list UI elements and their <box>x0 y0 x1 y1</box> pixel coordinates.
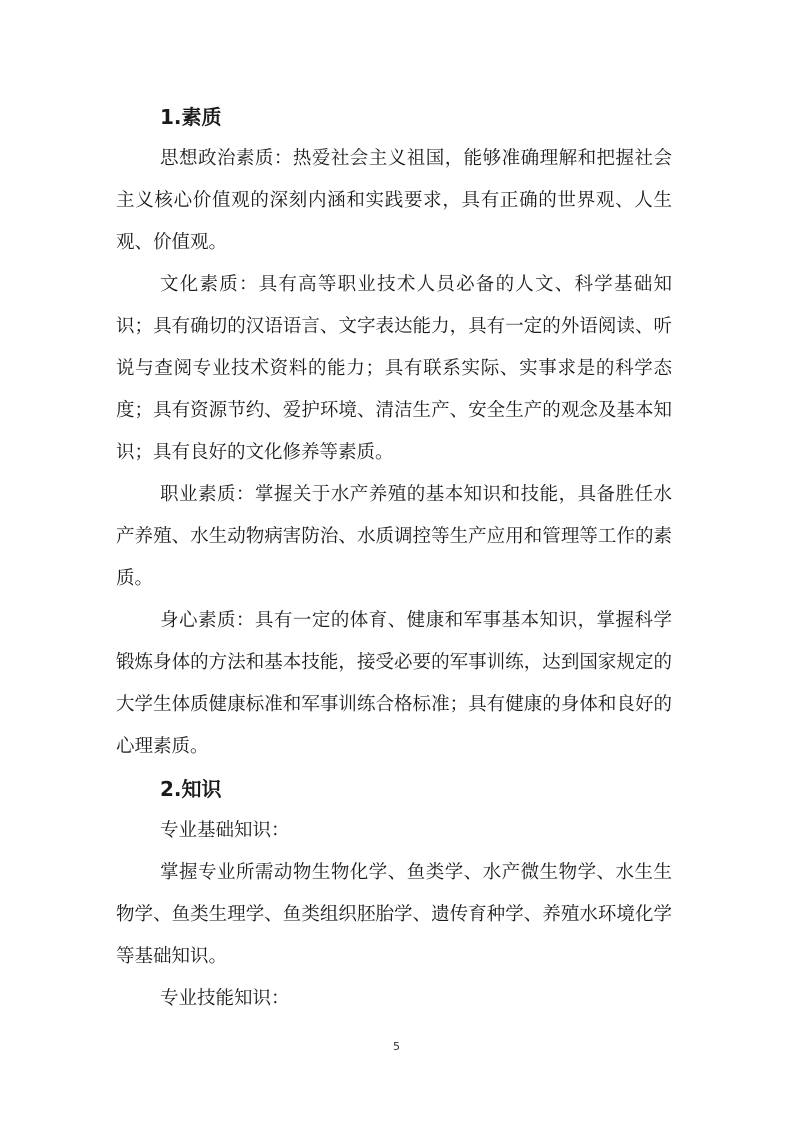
paragraph-basic-knowledge-label: 专业基础知识： <box>160 820 290 841</box>
paragraph-cultural-quality: 文化素质：具有高等职业技术人员必备的人文、科学基础知识；具有确切的汉语语言、文字表达能力，具有一定的外语阅读、听说与查阅专业技术资料的能力；具有联系实际、实事求是的科学态度；具有资源节约、爱护环境、清洁生产、安全生产的观念及基本知识；具有良好的文化修养等素质。 <box>116 274 672 463</box>
paragraph-professional-quality: 职业素质：掌握关于水产养殖的基本知识和技能，具备胜任水产养殖、水生动物病害防治、水质调控等生产应用和管理等工作的素质。 <box>116 484 672 589</box>
section-heading-quality: 1.素质 <box>160 105 222 129</box>
section-heading-knowledge: 2.知识 <box>160 777 222 801</box>
paragraph-basic-knowledge: 掌握专业所需动物生物化学、鱼类学、水产微生物学、水生生物学、鱼类生理学、鱼类组织胚胎学、遗传育种学、养殖水环境化学等基础知识。 <box>116 862 672 967</box>
paragraph-skill-knowledge-label: 专业技能知识： <box>160 988 290 1009</box>
paragraph-political-quality: 思想政治素质：热爱社会主义祖国，能够准确理解和把握社会主义核心价值观的深刻内涵和实践要求，具有正确的世界观、人生观、价值观。 <box>116 148 672 253</box>
paragraph-physical-mental-quality: 身心素质：具有一定的体育、健康和军事基本知识，掌握科学锻炼身体的方法和基本技能，接受必要的军事训练，达到国家规定的大学生体质健康标准和军事训练合格标准；具有健康的身体和良好的心理素质。 <box>116 610 672 757</box>
page-body <box>116 96 672 1020</box>
page-number: 5 <box>393 1040 400 1053</box>
